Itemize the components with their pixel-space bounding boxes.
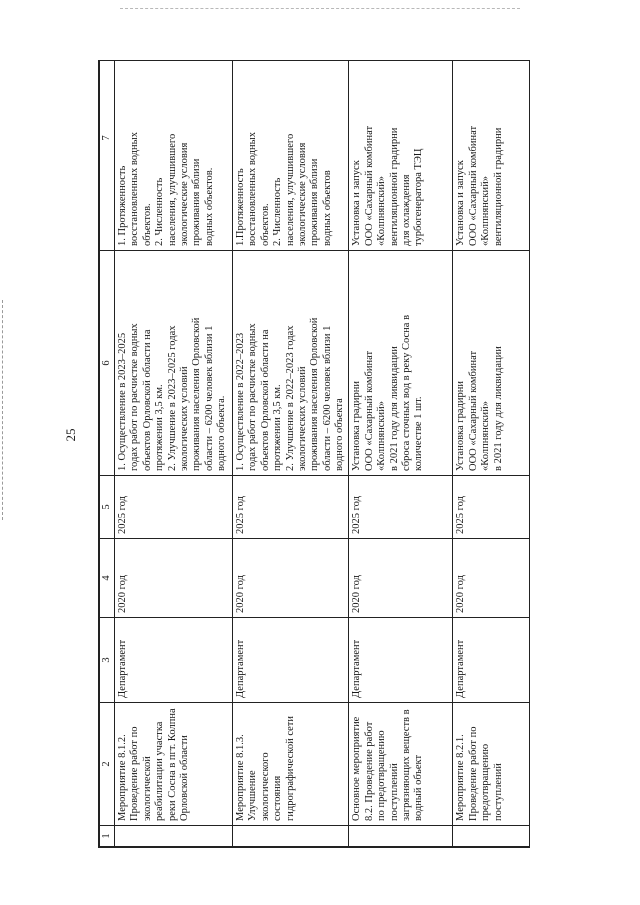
expected-result-cell-line: водного объекта. bbox=[216, 395, 227, 471]
expected-result-cell-line: проживания населения Орловской bbox=[309, 317, 321, 471]
page-number: 25 bbox=[63, 428, 78, 442]
expected-result-cell-line: 2. Улучшение в 2022–2023 годах bbox=[284, 325, 296, 471]
executor-cell: Департамент bbox=[233, 618, 349, 703]
activity-cell-line: Проведение работ по bbox=[467, 726, 479, 821]
header-col-5: 5 bbox=[100, 476, 115, 539]
header-col-2: 2 bbox=[100, 703, 115, 826]
table-body bbox=[115, 60, 531, 847]
indicators-cell-line: для охлаждения bbox=[400, 174, 412, 246]
activity-cell-line: экологического bbox=[259, 752, 271, 821]
top-scan-rule bbox=[120, 8, 520, 10]
expected-result-cell-line: количестве 1 шт. bbox=[413, 396, 425, 471]
expected-result-cell-line: области – 6200 человек вблизи 1 bbox=[203, 325, 215, 471]
header-col-7: 7 bbox=[100, 60, 115, 251]
indicators-cell-line: ООО «Сахарный комбинат bbox=[467, 125, 479, 246]
activity-cell-line: поступлений bbox=[492, 763, 504, 821]
row-number-cell bbox=[349, 826, 453, 847]
table-row bbox=[453, 60, 530, 847]
expected-result-cell-line: экологических условий bbox=[178, 366, 190, 471]
end-year-cell: 2025 год bbox=[349, 476, 453, 539]
activity-cell-line: Мероприятие 8.1.2. bbox=[117, 734, 128, 821]
activity-cell-line: предотвращению bbox=[480, 743, 492, 821]
start-year-cell: 2020 год bbox=[453, 539, 530, 618]
indicators-cell bbox=[233, 60, 349, 251]
row-number-cell bbox=[115, 826, 233, 847]
indicators-cell-line: населения, улучшившего bbox=[166, 133, 178, 246]
header-col-4: 4 bbox=[100, 539, 115, 618]
expected-result-cell-line: «Колпнянский» bbox=[376, 400, 388, 471]
expected-result-cell-line: 1. Осуществление в 2022–2023 bbox=[235, 332, 246, 471]
expected-result-cell-line: Установка градирни bbox=[455, 381, 467, 471]
activity-cell bbox=[453, 703, 530, 826]
indicators-cell-line: проживания вблизи bbox=[191, 158, 203, 246]
row-number-cell bbox=[233, 826, 349, 847]
indicators-cell bbox=[349, 60, 453, 251]
expected-result-cell-line: годах работ по расчистке водных bbox=[247, 323, 259, 471]
activity-cell-line: загрязняющих веществ в bbox=[400, 709, 412, 821]
indicators-cell-line: «Колпнянский» bbox=[376, 175, 388, 246]
expected-result-cell-line: в 2021 году для ликвидации bbox=[388, 346, 400, 471]
indicators-cell-line: 1.Протяженность bbox=[235, 168, 246, 246]
activity-cell-line: гидрографической сети bbox=[284, 716, 296, 821]
activity-cell-line: водный объект bbox=[413, 754, 425, 821]
indicators-cell bbox=[115, 60, 233, 251]
expected-result-cell bbox=[453, 251, 530, 476]
start-year-cell: 2020 год bbox=[115, 539, 233, 618]
header-col-1: 1 bbox=[100, 826, 115, 847]
indicators-cell-line: «Колпнянский» bbox=[480, 175, 492, 246]
table-row bbox=[349, 60, 453, 847]
indicators-cell-line: водных объектов bbox=[321, 170, 333, 246]
indicators-cell-line: Установка и запуск bbox=[351, 160, 363, 246]
expected-result-cell-line: 1. Осуществление в 2023–2025 bbox=[117, 332, 128, 471]
expected-result-cell-line: годах работ по расчистке водных bbox=[129, 323, 141, 471]
activity-cell-line: Улучшение bbox=[247, 770, 259, 821]
row-number-cell bbox=[453, 826, 530, 847]
activity-cell-line: 8.2. Проведение работ bbox=[363, 721, 375, 821]
indicators-cell-line: ООО «Сахарный комбинат bbox=[363, 125, 375, 246]
activity-cell-line: поступлений bbox=[388, 763, 400, 821]
activity-cell bbox=[349, 703, 453, 826]
expected-result-cell-line: в 2021 году для ликвидации bbox=[492, 346, 504, 471]
header-row bbox=[100, 60, 115, 847]
expected-result-cell-line: проживания населения Орловской bbox=[191, 317, 203, 471]
expected-result-cell-line: Установка градирни bbox=[351, 381, 363, 471]
indicators-cell-line: водных объектов. bbox=[203, 167, 215, 246]
indicators-cell-line: 2. Численность bbox=[272, 177, 284, 246]
indicators-cell-line: вентиляционной градирни bbox=[388, 127, 400, 246]
expected-result-cell bbox=[233, 251, 349, 476]
indicators-cell-line: объектов. bbox=[259, 203, 271, 246]
activity-cell bbox=[115, 703, 233, 826]
expected-result-cell-line: области – 6200 человек вблизи 1 bbox=[321, 325, 333, 471]
indicators-cell-line: восстановленных водных bbox=[247, 132, 259, 246]
indicators-cell-line: населения, улучшившего bbox=[284, 133, 296, 246]
header-col-3: 3 bbox=[100, 618, 115, 703]
activity-cell-line: реки Сосна в пгт. Колпна bbox=[166, 708, 178, 821]
table-row bbox=[115, 60, 233, 847]
indicators-cell-line: турбогенератора ТЭЦ bbox=[413, 148, 425, 246]
activity-cell-line: по предотвращению bbox=[376, 730, 388, 821]
header-col-6: 6 bbox=[100, 251, 115, 476]
executor-cell: Департамент bbox=[453, 618, 530, 703]
indicators-cell-line: восстановленных водных bbox=[129, 132, 141, 246]
activity-cell-line: Проведение работ по bbox=[129, 726, 141, 821]
activity-cell-line: Мероприятие 8.1.3. bbox=[235, 734, 246, 821]
expected-result-cell-line: водного объекта bbox=[334, 398, 345, 471]
end-year-cell: 2025 год bbox=[233, 476, 349, 539]
indicators-cell-line: 2. Численность bbox=[154, 177, 166, 246]
activities-table-frame bbox=[98, 60, 530, 848]
indicators-cell-line: объектов. bbox=[141, 203, 153, 246]
executor-cell: Департамент bbox=[349, 618, 453, 703]
expected-result-cell-line: «Колпнянский» bbox=[480, 400, 492, 471]
activity-cell bbox=[233, 703, 349, 826]
indicators-cell bbox=[453, 60, 530, 251]
indicators-cell-line: экологические условия bbox=[178, 142, 190, 246]
expected-result-cell-line: сброса сточных вод в реку Сосна в bbox=[400, 314, 412, 471]
indicators-cell-line: вентиляционной градирни bbox=[492, 127, 504, 246]
activity-cell-line: состояния bbox=[272, 775, 284, 821]
expected-result-cell-line: протяжении 3,5 км. bbox=[154, 384, 166, 471]
activity-cell-line: Мероприятие 8.2.1. bbox=[455, 734, 467, 821]
indicators-cell-line: экологические условия bbox=[296, 142, 308, 246]
expected-result-cell-line: экологических условий bbox=[296, 366, 308, 471]
end-year-cell: 2025 год bbox=[453, 476, 530, 539]
activities-table bbox=[99, 60, 530, 847]
activity-cell-line: Основное мероприятие bbox=[351, 716, 363, 821]
executor-cell: Департамент bbox=[115, 618, 233, 703]
expected-result-cell-line: объектов Орловской области на bbox=[259, 329, 271, 471]
activity-cell-line: реабилитации участка bbox=[154, 721, 166, 821]
expected-result-cell-line: протяжении 3,5 км. bbox=[272, 384, 284, 471]
expected-result-cell-line: 2. Улучшение в 2023–2025 годах bbox=[166, 325, 178, 471]
left-edge-marks bbox=[2, 300, 7, 520]
rotated-table-container bbox=[99, 61, 529, 847]
expected-result-cell-line: ООО «Сахарный комбинат bbox=[467, 350, 479, 471]
start-year-cell: 2020 год bbox=[233, 539, 349, 618]
expected-result-cell-line: ООО «Сахарный комбинат bbox=[363, 350, 375, 471]
activity-cell-line: Орловской области bbox=[178, 735, 190, 821]
expected-result-cell bbox=[349, 251, 453, 476]
end-year-cell: 2025 год bbox=[115, 476, 233, 539]
indicators-cell-line: Установка и запуск bbox=[455, 160, 467, 246]
indicators-cell-line: 1. Протяженность bbox=[117, 165, 128, 246]
indicators-cell-line: проживания вблизи bbox=[309, 158, 321, 246]
start-year-cell: 2020 год bbox=[349, 539, 453, 618]
expected-result-cell-line: объектов Орловской области на bbox=[141, 329, 153, 471]
expected-result-cell bbox=[115, 251, 233, 476]
activity-cell-line: экологической bbox=[141, 756, 153, 821]
table-row bbox=[233, 60, 349, 847]
